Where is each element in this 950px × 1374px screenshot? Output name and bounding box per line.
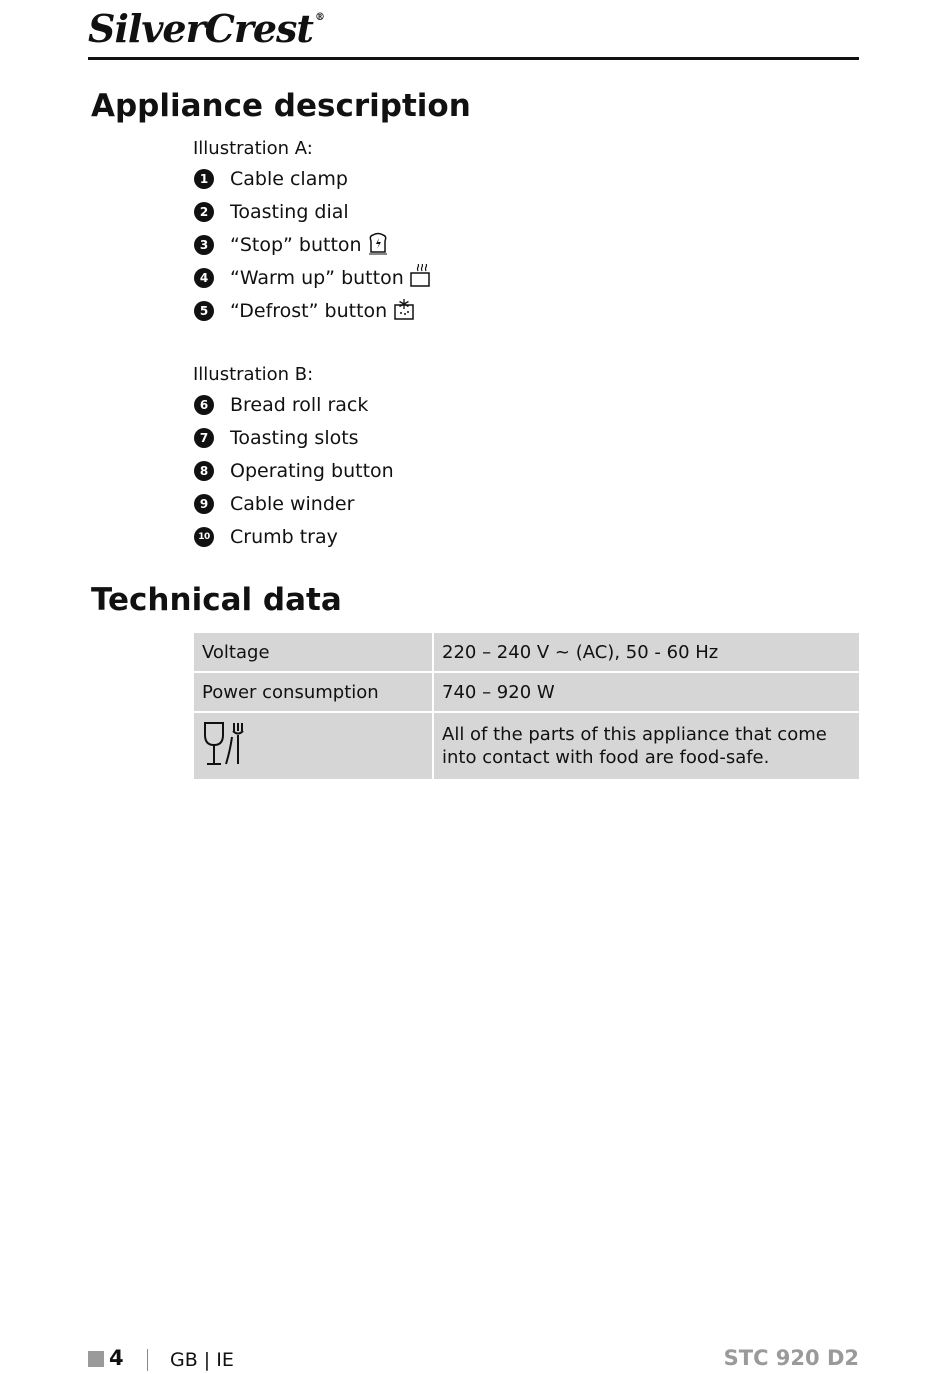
section-heading-appliance: Appliance description [91, 88, 471, 124]
list-item [194, 425, 359, 451]
table-row [194, 673, 859, 711]
table-cell-value: 740 – 920 W [434, 673, 859, 711]
item-number: 5 [194, 301, 214, 321]
item-number: 10 [194, 527, 214, 547]
footer-divider [147, 1349, 148, 1371]
item-number: 3 [194, 235, 214, 255]
item-label: Bread roll rack [230, 394, 369, 416]
list-item [194, 392, 368, 418]
item-label: Toasting dial [230, 201, 349, 223]
item-number: 7 [194, 428, 214, 448]
list-item [194, 524, 338, 550]
section-heading-technical: Technical data [91, 582, 342, 618]
stop-toast-icon [367, 231, 389, 259]
list-item [194, 298, 416, 324]
illustration-a-label: Illustration A: [193, 138, 313, 159]
list-item [194, 166, 348, 192]
list-item [194, 491, 354, 517]
page-number: 4 [109, 1346, 124, 1370]
footer-country: GB | IE [170, 1349, 234, 1371]
header-rule [88, 57, 859, 60]
item-label: Cable clamp [230, 168, 348, 190]
list-item [194, 458, 394, 484]
item-number: 8 [194, 461, 214, 481]
table-cell-icon [194, 713, 434, 779]
item-number: 2 [194, 202, 214, 222]
table-row [194, 633, 859, 671]
warm-up-icon [409, 264, 433, 292]
footer-marker [88, 1351, 104, 1367]
footer-model: STC 920 D2 [723, 1346, 859, 1370]
technical-data-table [194, 631, 859, 781]
list-item [194, 265, 433, 291]
item-number: 9 [194, 494, 214, 514]
item-label: “Stop” button [230, 234, 362, 256]
table-cell-label: Voltage [194, 633, 434, 671]
table-row [194, 713, 859, 779]
item-label: “Defrost” button [230, 300, 388, 322]
food-safe-icon [202, 751, 248, 772]
item-label: Crumb tray [230, 526, 338, 548]
table-cell-value: 220 – 240 V ~ (AC), 50 - 60 Hz [434, 633, 859, 671]
list-item [194, 199, 349, 225]
defrost-icon [392, 297, 416, 325]
table-cell-value: All of the parts of this appliance that come into contact with food are food-safe. [434, 713, 859, 779]
item-label: Operating button [230, 460, 394, 482]
item-number: 6 [194, 395, 214, 415]
item-number: 1 [194, 169, 214, 189]
item-number: 4 [194, 268, 214, 288]
item-label: “Warm up” button [230, 267, 404, 289]
item-label: Cable winder [230, 493, 355, 515]
brand-logo: SilverCrest ® [88, 6, 324, 51]
item-label: Toasting slots [230, 427, 359, 449]
list-item [194, 232, 389, 258]
illustration-b-label: Illustration B: [193, 364, 314, 385]
table-cell-label: Power consumption [194, 673, 434, 711]
